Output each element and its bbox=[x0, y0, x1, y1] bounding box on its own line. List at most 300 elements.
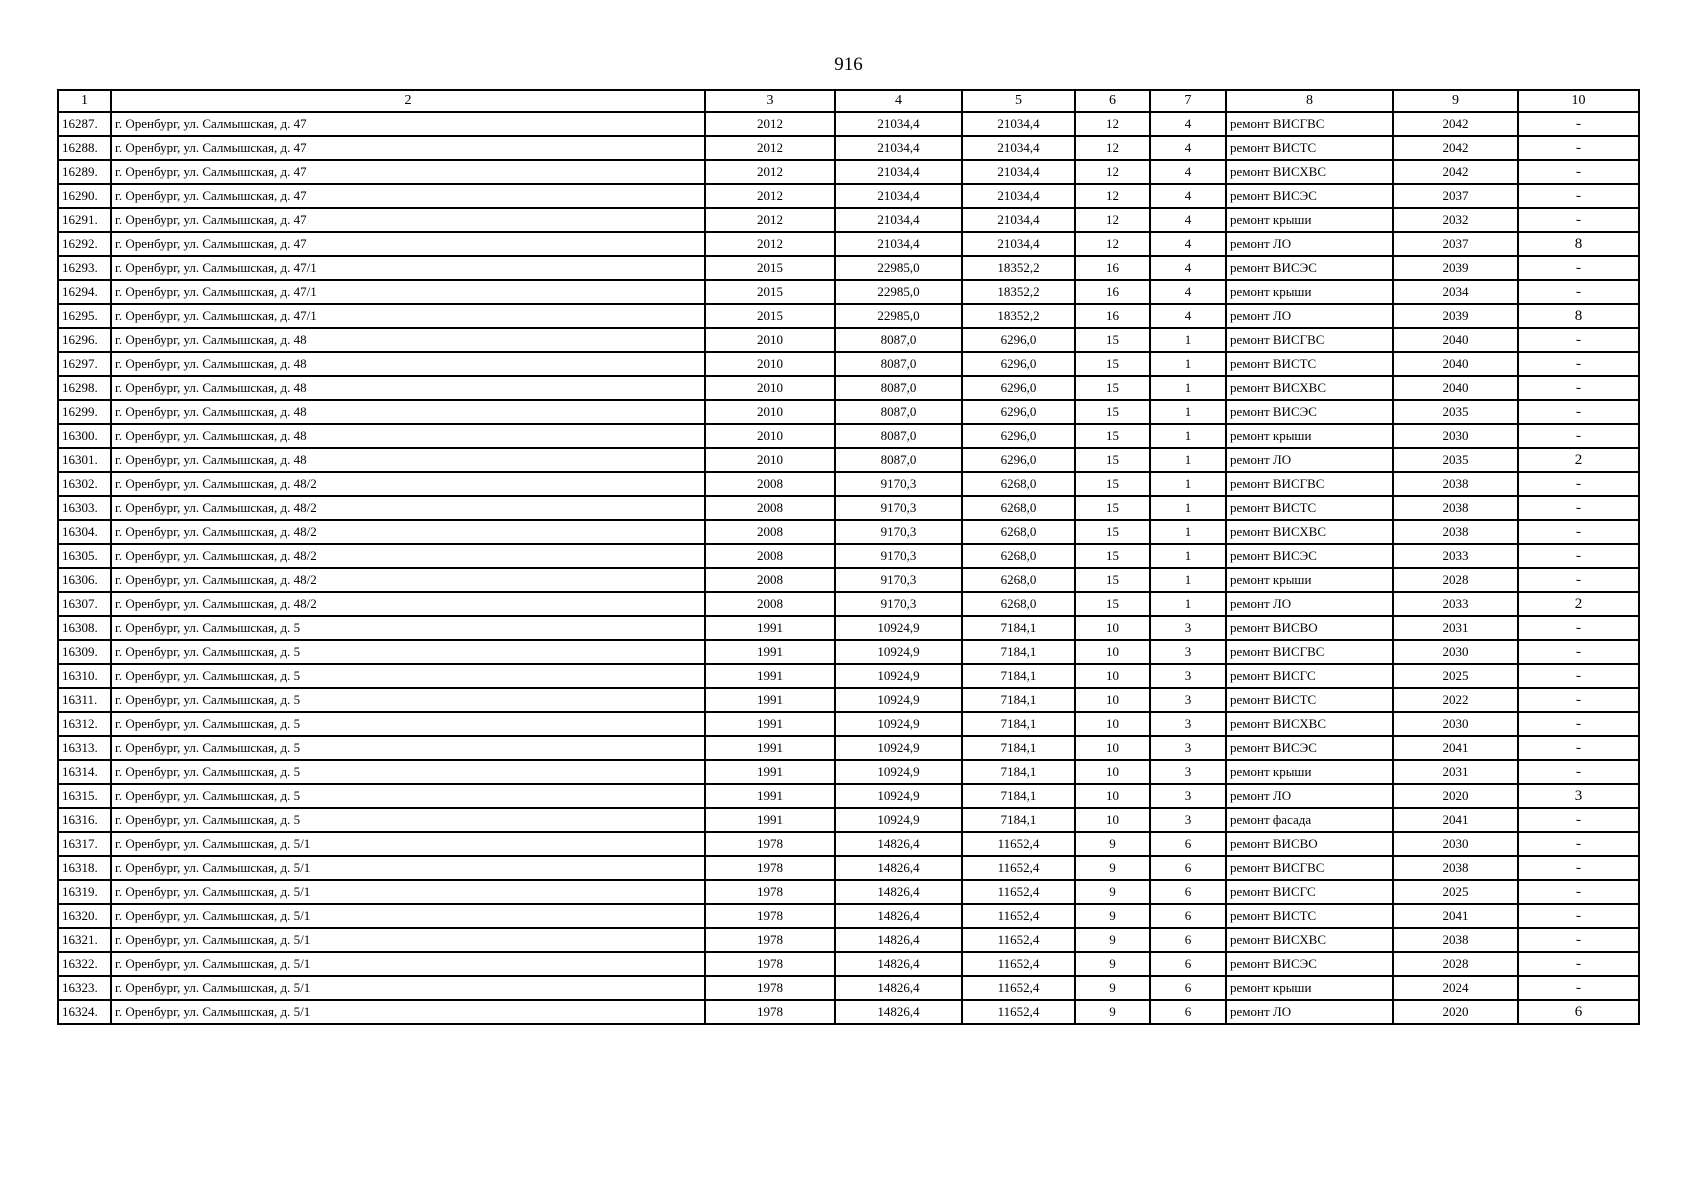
address-cell: г. Оренбург, ул. Салмышская, д. 48 bbox=[111, 376, 705, 400]
year-built-cell: 1978 bbox=[705, 880, 835, 904]
planned-year-cell: 2030 bbox=[1393, 424, 1518, 448]
table-row bbox=[58, 832, 1639, 856]
row-number-cell: 16297. bbox=[58, 352, 111, 376]
row-number-cell: 16306. bbox=[58, 568, 111, 592]
total-area-cell: 10924,9 bbox=[835, 664, 962, 688]
work-type-cell: ремонт ВИСЭС bbox=[1226, 544, 1393, 568]
work-type-cell: ремонт фасада bbox=[1226, 808, 1393, 832]
year-built-cell: 2008 bbox=[705, 544, 835, 568]
row-number-cell: 16294. bbox=[58, 280, 111, 304]
planned-year-cell: 2039 bbox=[1393, 256, 1518, 280]
elevator-count-cell: 2 bbox=[1518, 592, 1639, 616]
row-number-cell: 16298. bbox=[58, 376, 111, 400]
living-area-cell: 11652,4 bbox=[962, 832, 1075, 856]
total-area-cell: 9170,3 bbox=[835, 520, 962, 544]
elevator-count-cell: - bbox=[1518, 904, 1639, 928]
elevator-count-cell: - bbox=[1518, 160, 1639, 184]
table-row bbox=[58, 592, 1639, 616]
planned-year-cell: 2025 bbox=[1393, 664, 1518, 688]
living-area-cell: 21034,4 bbox=[962, 136, 1075, 160]
table-row bbox=[58, 1000, 1639, 1024]
floors-cell: 12 bbox=[1075, 208, 1150, 232]
table-row bbox=[58, 784, 1639, 808]
entrances-cell: 1 bbox=[1150, 472, 1226, 496]
year-built-cell: 2010 bbox=[705, 448, 835, 472]
year-built-cell: 2012 bbox=[705, 136, 835, 160]
entrances-cell: 1 bbox=[1150, 400, 1226, 424]
table-row bbox=[58, 376, 1639, 400]
planned-year-cell: 2035 bbox=[1393, 448, 1518, 472]
floors-cell: 15 bbox=[1075, 376, 1150, 400]
elevator-count-cell: - bbox=[1518, 184, 1639, 208]
floors-cell: 9 bbox=[1075, 1000, 1150, 1024]
row-number-cell: 16301. bbox=[58, 448, 111, 472]
work-type-cell: ремонт ВИСТС bbox=[1226, 352, 1393, 376]
total-area-cell: 14826,4 bbox=[835, 1000, 962, 1024]
work-type-cell: ремонт ВИСГВС bbox=[1226, 112, 1393, 136]
floors-cell: 10 bbox=[1075, 808, 1150, 832]
table-row bbox=[58, 616, 1639, 640]
table-row bbox=[58, 280, 1639, 304]
entrances-cell: 3 bbox=[1150, 784, 1226, 808]
row-number-cell: 16314. bbox=[58, 760, 111, 784]
column-header: 9 bbox=[1393, 90, 1518, 112]
planned-year-cell: 2042 bbox=[1393, 112, 1518, 136]
elevator-count-cell: 2 bbox=[1518, 448, 1639, 472]
year-built-cell: 1978 bbox=[705, 832, 835, 856]
floors-cell: 9 bbox=[1075, 976, 1150, 1000]
year-built-cell: 1991 bbox=[705, 808, 835, 832]
elevator-count-cell: - bbox=[1518, 136, 1639, 160]
year-built-cell: 1978 bbox=[705, 928, 835, 952]
floors-cell: 12 bbox=[1075, 160, 1150, 184]
work-type-cell: ремонт ЛО bbox=[1226, 232, 1393, 256]
row-number-cell: 16317. bbox=[58, 832, 111, 856]
row-number-cell: 16321. bbox=[58, 928, 111, 952]
column-header: 2 bbox=[111, 90, 705, 112]
work-type-cell: ремонт ВИСХВС bbox=[1226, 376, 1393, 400]
planned-year-cell: 2028 bbox=[1393, 568, 1518, 592]
address-cell: г. Оренбург, ул. Салмышская, д. 47 bbox=[111, 112, 705, 136]
column-header: 4 bbox=[835, 90, 962, 112]
work-type-cell: ремонт ЛО bbox=[1226, 592, 1393, 616]
address-cell: г. Оренбург, ул. Салмышская, д. 5 bbox=[111, 712, 705, 736]
entrances-cell: 6 bbox=[1150, 976, 1226, 1000]
work-type-cell: ремонт ВИСТС bbox=[1226, 136, 1393, 160]
year-built-cell: 1978 bbox=[705, 904, 835, 928]
planned-year-cell: 2038 bbox=[1393, 496, 1518, 520]
planned-year-cell: 2035 bbox=[1393, 400, 1518, 424]
planned-year-cell: 2030 bbox=[1393, 640, 1518, 664]
year-built-cell: 2012 bbox=[705, 160, 835, 184]
address-cell: г. Оренбург, ул. Салмышская, д. 47 bbox=[111, 136, 705, 160]
living-area-cell: 7184,1 bbox=[962, 808, 1075, 832]
column-header: 5 bbox=[962, 90, 1075, 112]
column-header: 8 bbox=[1226, 90, 1393, 112]
living-area-cell: 11652,4 bbox=[962, 880, 1075, 904]
floors-cell: 15 bbox=[1075, 328, 1150, 352]
total-area-cell: 8087,0 bbox=[835, 448, 962, 472]
address-cell: г. Оренбург, ул. Салмышская, д. 48/2 bbox=[111, 472, 705, 496]
total-area-cell: 21034,4 bbox=[835, 232, 962, 256]
floors-cell: 10 bbox=[1075, 736, 1150, 760]
total-area-cell: 21034,4 bbox=[835, 112, 962, 136]
row-number-cell: 16316. bbox=[58, 808, 111, 832]
address-cell: г. Оренбург, ул. Салмышская, д. 48/2 bbox=[111, 520, 705, 544]
entrances-cell: 1 bbox=[1150, 448, 1226, 472]
row-number-cell: 16300. bbox=[58, 424, 111, 448]
row-number-cell: 16324. bbox=[58, 1000, 111, 1024]
work-type-cell: ремонт ВИСТС bbox=[1226, 688, 1393, 712]
entrances-cell: 3 bbox=[1150, 808, 1226, 832]
floors-cell: 15 bbox=[1075, 592, 1150, 616]
planned-year-cell: 2034 bbox=[1393, 280, 1518, 304]
floors-cell: 15 bbox=[1075, 400, 1150, 424]
floors-cell: 10 bbox=[1075, 760, 1150, 784]
address-cell: г. Оренбург, ул. Салмышская, д. 5 bbox=[111, 760, 705, 784]
floors-cell: 15 bbox=[1075, 472, 1150, 496]
table-row bbox=[58, 568, 1639, 592]
work-type-cell: ремонт ЛО bbox=[1226, 304, 1393, 328]
row-number-cell: 16302. bbox=[58, 472, 111, 496]
row-number-cell: 16315. bbox=[58, 784, 111, 808]
entrances-cell: 1 bbox=[1150, 520, 1226, 544]
entrances-cell: 6 bbox=[1150, 880, 1226, 904]
address-cell: г. Оренбург, ул. Салмышская, д. 48 bbox=[111, 352, 705, 376]
living-area-cell: 6268,0 bbox=[962, 496, 1075, 520]
entrances-cell: 4 bbox=[1150, 136, 1226, 160]
planned-year-cell: 2038 bbox=[1393, 472, 1518, 496]
row-number-cell: 16322. bbox=[58, 952, 111, 976]
table-row bbox=[58, 544, 1639, 568]
year-built-cell: 2010 bbox=[705, 400, 835, 424]
planned-year-cell: 2041 bbox=[1393, 904, 1518, 928]
planned-year-cell: 2040 bbox=[1393, 328, 1518, 352]
living-area-cell: 6268,0 bbox=[962, 520, 1075, 544]
work-type-cell: ремонт ВИСЭС bbox=[1226, 184, 1393, 208]
year-built-cell: 2010 bbox=[705, 328, 835, 352]
planned-year-cell: 2031 bbox=[1393, 760, 1518, 784]
floors-cell: 15 bbox=[1075, 448, 1150, 472]
table-row bbox=[58, 952, 1639, 976]
row-number-cell: 16309. bbox=[58, 640, 111, 664]
entrances-cell: 1 bbox=[1150, 352, 1226, 376]
living-area-cell: 6296,0 bbox=[962, 424, 1075, 448]
planned-year-cell: 2022 bbox=[1393, 688, 1518, 712]
column-header: 1 bbox=[58, 90, 111, 112]
entrances-cell: 1 bbox=[1150, 424, 1226, 448]
elevator-count-cell: - bbox=[1518, 280, 1639, 304]
table-row bbox=[58, 208, 1639, 232]
elevator-count-cell: - bbox=[1518, 256, 1639, 280]
floors-cell: 15 bbox=[1075, 520, 1150, 544]
table-row bbox=[58, 520, 1639, 544]
entrances-cell: 1 bbox=[1150, 328, 1226, 352]
entrances-cell: 4 bbox=[1150, 160, 1226, 184]
elevator-count-cell: - bbox=[1518, 472, 1639, 496]
address-cell: г. Оренбург, ул. Салмышская, д. 5 bbox=[111, 688, 705, 712]
table-row bbox=[58, 256, 1639, 280]
planned-year-cell: 2028 bbox=[1393, 952, 1518, 976]
work-type-cell: ремонт ВИСХВС bbox=[1226, 712, 1393, 736]
year-built-cell: 1991 bbox=[705, 784, 835, 808]
address-cell: г. Оренбург, ул. Салмышская, д. 5 bbox=[111, 808, 705, 832]
work-type-cell: ремонт ЛО bbox=[1226, 784, 1393, 808]
entrances-cell: 4 bbox=[1150, 112, 1226, 136]
table-row bbox=[58, 352, 1639, 376]
column-header: 3 bbox=[705, 90, 835, 112]
address-cell: г. Оренбург, ул. Салмышская, д. 5 bbox=[111, 616, 705, 640]
elevator-count-cell: - bbox=[1518, 208, 1639, 232]
total-area-cell: 14826,4 bbox=[835, 856, 962, 880]
table-row bbox=[58, 736, 1639, 760]
page-number: 916 bbox=[834, 54, 863, 75]
address-cell: г. Оренбург, ул. Салмышская, д. 5 bbox=[111, 664, 705, 688]
living-area-cell: 11652,4 bbox=[962, 976, 1075, 1000]
row-number-cell: 16305. bbox=[58, 544, 111, 568]
entrances-cell: 4 bbox=[1150, 256, 1226, 280]
address-cell: г. Оренбург, ул. Салмышская, д. 47/1 bbox=[111, 280, 705, 304]
entrances-cell: 4 bbox=[1150, 208, 1226, 232]
year-built-cell: 2010 bbox=[705, 424, 835, 448]
living-area-cell: 18352,2 bbox=[962, 280, 1075, 304]
row-number-cell: 16289. bbox=[58, 160, 111, 184]
total-area-cell: 9170,3 bbox=[835, 544, 962, 568]
year-built-cell: 2008 bbox=[705, 520, 835, 544]
total-area-cell: 21034,4 bbox=[835, 208, 962, 232]
floors-cell: 15 bbox=[1075, 496, 1150, 520]
elevator-count-cell: - bbox=[1518, 352, 1639, 376]
row-number-cell: 16296. bbox=[58, 328, 111, 352]
work-type-cell: ремонт ВИСХВС bbox=[1226, 160, 1393, 184]
entrances-cell: 6 bbox=[1150, 1000, 1226, 1024]
table-row bbox=[58, 664, 1639, 688]
total-area-cell: 14826,4 bbox=[835, 904, 962, 928]
living-area-cell: 21034,4 bbox=[962, 232, 1075, 256]
total-area-cell: 9170,3 bbox=[835, 472, 962, 496]
work-type-cell: ремонт крыши bbox=[1226, 568, 1393, 592]
planned-year-cell: 2032 bbox=[1393, 208, 1518, 232]
floors-cell: 9 bbox=[1075, 928, 1150, 952]
address-cell: г. Оренбург, ул. Салмышская, д. 47 bbox=[111, 208, 705, 232]
total-area-cell: 21034,4 bbox=[835, 184, 962, 208]
living-area-cell: 6296,0 bbox=[962, 400, 1075, 424]
planned-year-cell: 2037 bbox=[1393, 184, 1518, 208]
living-area-cell: 21034,4 bbox=[962, 208, 1075, 232]
year-built-cell: 1991 bbox=[705, 712, 835, 736]
year-built-cell: 1991 bbox=[705, 640, 835, 664]
work-type-cell: ремонт ВИСВО bbox=[1226, 616, 1393, 640]
elevator-count-cell: - bbox=[1518, 688, 1639, 712]
elevator-count-cell: - bbox=[1518, 712, 1639, 736]
address-cell: г. Оренбург, ул. Салмышская, д. 48/2 bbox=[111, 592, 705, 616]
address-cell: г. Оренбург, ул. Салмышская, д. 5/1 bbox=[111, 952, 705, 976]
address-cell: г. Оренбург, ул. Салмышская, д. 48/2 bbox=[111, 568, 705, 592]
address-cell: г. Оренбург, ул. Салмышская, д. 5/1 bbox=[111, 856, 705, 880]
entrances-cell: 3 bbox=[1150, 712, 1226, 736]
row-number-cell: 16299. bbox=[58, 400, 111, 424]
year-built-cell: 2010 bbox=[705, 352, 835, 376]
address-cell: г. Оренбург, ул. Салмышская, д. 48 bbox=[111, 448, 705, 472]
year-built-cell: 1978 bbox=[705, 1000, 835, 1024]
living-area-cell: 11652,4 bbox=[962, 928, 1075, 952]
address-cell: г. Оренбург, ул. Салмышская, д. 5/1 bbox=[111, 928, 705, 952]
living-area-cell: 6268,0 bbox=[962, 544, 1075, 568]
entrances-cell: 4 bbox=[1150, 304, 1226, 328]
entrances-cell: 1 bbox=[1150, 496, 1226, 520]
floors-cell: 10 bbox=[1075, 664, 1150, 688]
planned-year-cell: 2025 bbox=[1393, 880, 1518, 904]
living-area-cell: 11652,4 bbox=[962, 952, 1075, 976]
address-cell: г. Оренбург, ул. Салмышская, д. 48/2 bbox=[111, 544, 705, 568]
total-area-cell: 14826,4 bbox=[835, 952, 962, 976]
row-number-cell: 16287. bbox=[58, 112, 111, 136]
work-type-cell: ремонт крыши bbox=[1226, 976, 1393, 1000]
table-row bbox=[58, 640, 1639, 664]
table-row bbox=[58, 400, 1639, 424]
work-type-cell: ремонт ВИСГВС bbox=[1226, 328, 1393, 352]
entrances-cell: 1 bbox=[1150, 568, 1226, 592]
planned-year-cell: 2038 bbox=[1393, 520, 1518, 544]
table-body bbox=[58, 112, 1639, 1024]
total-area-cell: 8087,0 bbox=[835, 352, 962, 376]
elevator-count-cell: - bbox=[1518, 568, 1639, 592]
address-cell: г. Оренбург, ул. Салмышская, д. 47 bbox=[111, 232, 705, 256]
floors-cell: 15 bbox=[1075, 544, 1150, 568]
address-cell: г. Оренбург, ул. Салмышская, д. 47 bbox=[111, 184, 705, 208]
table-row bbox=[58, 880, 1639, 904]
entrances-cell: 4 bbox=[1150, 184, 1226, 208]
planned-year-cell: 2041 bbox=[1393, 736, 1518, 760]
total-area-cell: 14826,4 bbox=[835, 928, 962, 952]
total-area-cell: 14826,4 bbox=[835, 976, 962, 1000]
table-row bbox=[58, 904, 1639, 928]
living-area-cell: 6296,0 bbox=[962, 352, 1075, 376]
planned-year-cell: 2030 bbox=[1393, 712, 1518, 736]
work-type-cell: ремонт ВИСХВС bbox=[1226, 520, 1393, 544]
row-number-cell: 16307. bbox=[58, 592, 111, 616]
elevator-count-cell: - bbox=[1518, 400, 1639, 424]
planned-year-cell: 2033 bbox=[1393, 592, 1518, 616]
year-built-cell: 2012 bbox=[705, 184, 835, 208]
address-cell: г. Оренбург, ул. Салмышская, д. 5 bbox=[111, 736, 705, 760]
planned-year-cell: 2040 bbox=[1393, 376, 1518, 400]
elevator-count-cell: - bbox=[1518, 856, 1639, 880]
work-type-cell: ремонт ВИСВО bbox=[1226, 832, 1393, 856]
work-type-cell: ремонт ЛО bbox=[1226, 1000, 1393, 1024]
floors-cell: 12 bbox=[1075, 112, 1150, 136]
planned-year-cell: 2039 bbox=[1393, 304, 1518, 328]
address-cell: г. Оренбург, ул. Салмышская, д. 5/1 bbox=[111, 904, 705, 928]
elevator-count-cell: - bbox=[1518, 952, 1639, 976]
total-area-cell: 21034,4 bbox=[835, 160, 962, 184]
living-area-cell: 18352,2 bbox=[962, 304, 1075, 328]
living-area-cell: 11652,4 bbox=[962, 904, 1075, 928]
table-row bbox=[58, 808, 1639, 832]
table-row bbox=[58, 304, 1639, 328]
year-built-cell: 2008 bbox=[705, 592, 835, 616]
elevator-count-cell: - bbox=[1518, 544, 1639, 568]
year-built-cell: 1991 bbox=[705, 736, 835, 760]
living-area-cell: 6296,0 bbox=[962, 448, 1075, 472]
year-built-cell: 2012 bbox=[705, 232, 835, 256]
year-built-cell: 1991 bbox=[705, 616, 835, 640]
table-row bbox=[58, 928, 1639, 952]
total-area-cell: 8087,0 bbox=[835, 400, 962, 424]
entrances-cell: 6 bbox=[1150, 832, 1226, 856]
floors-cell: 12 bbox=[1075, 136, 1150, 160]
total-area-cell: 8087,0 bbox=[835, 328, 962, 352]
work-type-cell: ремонт ВИСГС bbox=[1226, 664, 1393, 688]
elevator-count-cell: - bbox=[1518, 328, 1639, 352]
planned-year-cell: 2042 bbox=[1393, 136, 1518, 160]
year-built-cell: 1978 bbox=[705, 952, 835, 976]
year-built-cell: 2008 bbox=[705, 472, 835, 496]
floors-cell: 16 bbox=[1075, 280, 1150, 304]
entrances-cell: 1 bbox=[1150, 592, 1226, 616]
total-area-cell: 8087,0 bbox=[835, 424, 962, 448]
table-row bbox=[58, 448, 1639, 472]
table-row bbox=[58, 496, 1639, 520]
elevator-count-cell: - bbox=[1518, 736, 1639, 760]
year-built-cell: 2015 bbox=[705, 280, 835, 304]
row-number-cell: 16313. bbox=[58, 736, 111, 760]
address-cell: г. Оренбург, ул. Салмышская, д. 5 bbox=[111, 784, 705, 808]
elevator-count-cell: - bbox=[1518, 640, 1639, 664]
living-area-cell: 11652,4 bbox=[962, 856, 1075, 880]
row-number-cell: 16320. bbox=[58, 904, 111, 928]
total-area-cell: 10924,9 bbox=[835, 712, 962, 736]
table-row bbox=[58, 712, 1639, 736]
elevator-count-cell: 8 bbox=[1518, 232, 1639, 256]
planned-year-cell: 2038 bbox=[1393, 928, 1518, 952]
work-type-cell: ремонт крыши bbox=[1226, 280, 1393, 304]
elevator-count-cell: - bbox=[1518, 616, 1639, 640]
total-area-cell: 14826,4 bbox=[835, 880, 962, 904]
living-area-cell: 7184,1 bbox=[962, 616, 1075, 640]
total-area-cell: 10924,9 bbox=[835, 616, 962, 640]
row-number-cell: 16295. bbox=[58, 304, 111, 328]
planned-year-cell: 2040 bbox=[1393, 352, 1518, 376]
planned-year-cell: 2041 bbox=[1393, 808, 1518, 832]
table-row bbox=[58, 232, 1639, 256]
year-built-cell: 1978 bbox=[705, 976, 835, 1000]
table-row bbox=[58, 160, 1639, 184]
living-area-cell: 21034,4 bbox=[962, 160, 1075, 184]
total-area-cell: 10924,9 bbox=[835, 760, 962, 784]
work-type-cell: ремонт ВИСТС bbox=[1226, 496, 1393, 520]
planned-year-cell: 2024 bbox=[1393, 976, 1518, 1000]
planned-year-cell: 2038 bbox=[1393, 856, 1518, 880]
table-row bbox=[58, 472, 1639, 496]
floors-cell: 9 bbox=[1075, 832, 1150, 856]
total-area-cell: 10924,9 bbox=[835, 784, 962, 808]
address-cell: г. Оренбург, ул. Салмышская, д. 48 bbox=[111, 424, 705, 448]
floors-cell: 10 bbox=[1075, 784, 1150, 808]
total-area-cell: 22985,0 bbox=[835, 280, 962, 304]
floors-cell: 10 bbox=[1075, 640, 1150, 664]
elevator-count-cell: - bbox=[1518, 880, 1639, 904]
elevator-count-cell: - bbox=[1518, 760, 1639, 784]
living-area-cell: 7184,1 bbox=[962, 760, 1075, 784]
entrances-cell: 3 bbox=[1150, 688, 1226, 712]
entrances-cell: 4 bbox=[1150, 280, 1226, 304]
entrances-cell: 6 bbox=[1150, 856, 1226, 880]
elevator-count-cell: - bbox=[1518, 520, 1639, 544]
year-built-cell: 2015 bbox=[705, 256, 835, 280]
entrances-cell: 1 bbox=[1150, 544, 1226, 568]
row-number-cell: 16293. bbox=[58, 256, 111, 280]
